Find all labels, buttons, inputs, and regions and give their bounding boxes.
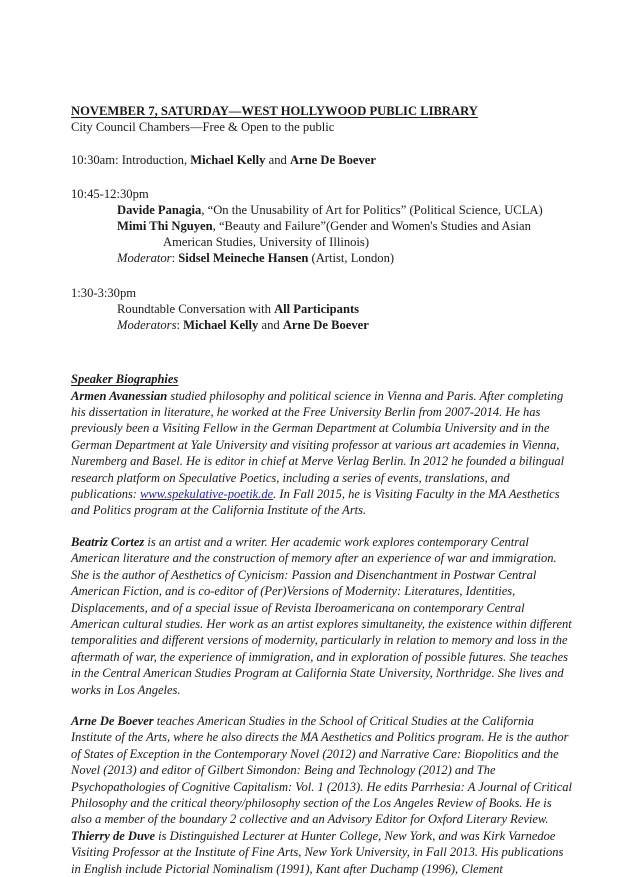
speaker-name-panagia: Davide Panagia [117,202,202,217]
speaker-biographies-section [71,371,573,877]
bio-text-de-duve: is Distinguished Lecturer at Hunter College, New York, and was Kirk Varnedoe Visiting Professor at the Institute of Fine Arts, New York University, in Fall 2013. His publications in English include Pictorial Nominalism (1991), Kant after Duchamp (1996), Clement [71,828,564,876]
session-2-roundtable [71,301,573,317]
moderators-conjunction: and [258,318,283,333]
session-1-time: 10:45-12:30pm [71,186,149,201]
bio-paragraph-de-boever [71,713,573,877]
bio-text-de-boever: teaches American Studies in the School of Critical Studies at the California Institute of the Arts, where he also directs the MA Aesthetics and Politics program. He is the author of States of Exception in the Contemporary Novel (2012) and Narrative Care: Biopolitics and the Novel (2013) and editor of Gilbert Simondon: Being and Technology (2012) and The Psychopathologies of Cognitive Capitalism: Vol. 1 (2013). He edits Parrhesia: A Journal of Critical Philosophy and the critical theory/philosophy section of the Los Angeles Review of Books. He is also a member of the boundary 2 collective and an Advisory Editor for Oxford Literary Review. [71,713,573,827]
speaker-name-nguyen: Mimi Thi Nguyen [117,219,213,234]
spacer [71,267,573,285]
bio-name-de-duve: Thierry de Duve [71,828,156,843]
session-1-entry-nguyen-continuation: American Studies, University of Illinois) [163,235,370,250]
spacer [71,169,573,186]
event-venue-line: City Council Chambers—Free & Open to the public [71,120,335,135]
moderator-affiliation: (Artist, London) [308,251,395,266]
schedule-section [71,103,573,333]
bio-name-de-boever: Arne De Boever [71,713,154,728]
bios-heading: Speaker Biographies [71,372,179,387]
intro-speaker-1: Michael Kelly [190,153,266,168]
bio-paragraph-avanessian [71,388,573,519]
moderators-name-2: Arne De Boever [282,318,369,333]
roundtable-participants: All Participants [274,301,360,316]
bios-heading-wrapper [71,371,573,387]
bio-name-cortez: Beatriz Cortez [71,534,145,549]
session-1-entry-panagia [71,202,573,218]
moderator-name: Sidsel Meineche Hansen [178,251,309,266]
moderator-separator: : [171,251,179,266]
bio-paragraph-cortez [71,534,573,698]
session-2-time: 1:30-3:30pm [71,285,137,300]
moderators-name-1: Michael Kelly [183,318,259,333]
intro-conjunction: and [265,153,290,168]
session-1-entry-nguyen [71,218,573,234]
speaker-talk-nguyen: , “Beauty and Failure”(Gender and Women's Studies and Asian [212,219,531,234]
bio-text-avanessian-part1: studied philosophy and political science in Vienna and Paris. After completing his dissertation in literature, he worked at the Free University Berlin from 2007-2014. He has previously been a Visiting Fellow in the German Department at Columbia University and in the German Department at Yale University and visiting professor at various art academies in Vienna, Nuremberg and Basel. He is editor in chief at Merve Verlag Berlin. In 2012 he founded a bilingual research platform on Speculative Poetics, including a series of events, translations, and publications: [71,388,565,502]
bio-name-avanessian: Armen Avanessian [71,388,168,403]
moderators-separator: : [176,318,184,333]
schedule-item-introduction [71,152,573,168]
bio-text-cortez: is an artist and a writer. Her academic work explores contemporary Central American literature and the construction of memory after an experience of war and immigration. She is the author of Aesthetics of Cynicism: Passion and Disenchantment in Postwar Central American Fiction, and is co-editor of (Per)Versions of Modernity: Literatures, Identities, Displacements, and of a special issue of Revista Iberoamericana on contemporary Central American cultural studies. Her work as an artist explores simultaneity, the existence within different temporalities and different versions of modernity, particularly in relation to memory and loss in the aftermath of war, the experience of immigration, and in exploration of possible futures. She teaches in the Central American Studies Program at California State University, Northridge. She lives and works in Los Angeles. [71,534,572,697]
session-2-moderators [71,317,573,333]
roundtable-prefix: Roundtable Conversation with [117,301,275,316]
event-title-line: NOVEMBER 7, SATURDAY—WEST HOLLYWOOD PUBLIC LIBRARY [71,104,478,118]
session-1-moderator [71,250,573,266]
speaker-talk-panagia: , “On the Unusability of Art for Politics” (Political Science, UCLA) [201,202,543,217]
bio-text-avanessian-part2: . In Fall 2015, he is Visiting Faculty in the MA Aesthetics and Politics program at the California Institute of the Arts. [71,487,560,518]
bio-link-spekulative-poetik[interactable]: www.spekulative-poetik.de [140,487,274,502]
spacer [71,135,573,152]
moderator-label: Moderator [117,251,172,266]
intro-time-label: 10:30am: Introduction, [71,153,191,168]
moderators-label: Moderators [117,318,177,333]
intro-speaker-2: Arne De Boever [289,153,376,168]
